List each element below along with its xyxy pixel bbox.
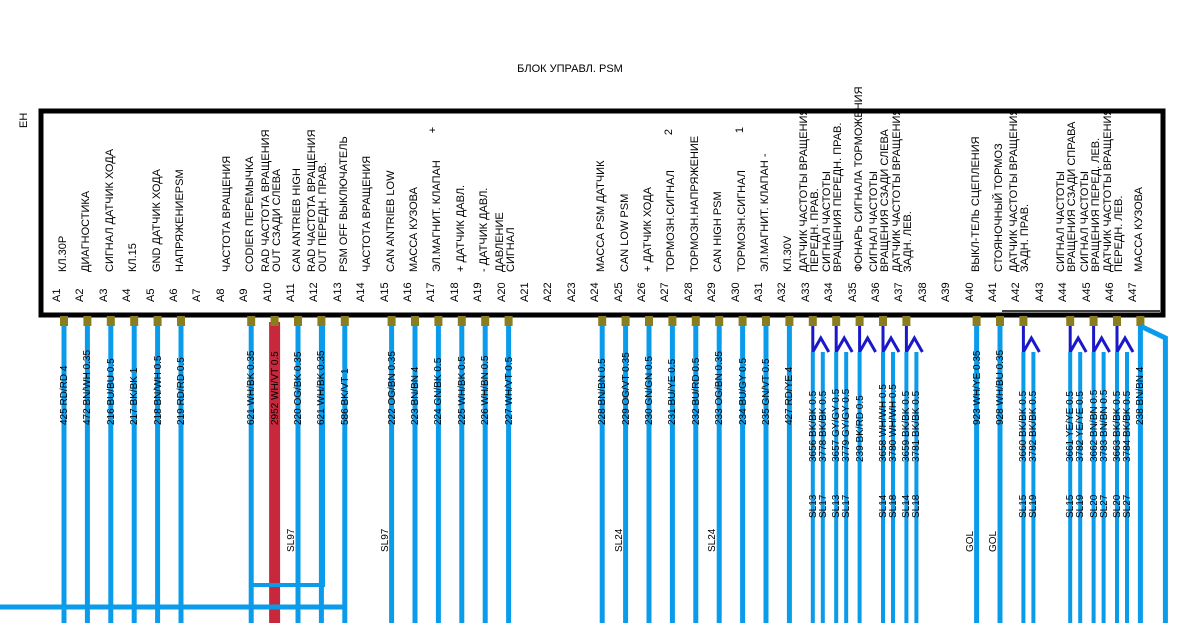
pin-label: A15 <box>378 282 391 302</box>
wire-label: 223 BN/BN 4 <box>410 366 421 425</box>
terminal <box>622 316 630 326</box>
pin-function-label: + ДАТЧИК ДАВЛ. <box>454 184 467 272</box>
wire-label: 226 WH/BN 0.5 <box>480 355 492 425</box>
pin-label: A28 <box>682 282 695 302</box>
pin-label: A10 <box>261 282 274 302</box>
twisted-pair-marker <box>906 326 922 352</box>
terminal <box>785 316 793 326</box>
pin-label: A13 <box>331 282 344 302</box>
splice-label: SL13 <box>831 494 843 518</box>
pin-label: A37 <box>893 282 906 302</box>
wire-label: 923 WH/YE 0.35 <box>971 350 983 425</box>
wire-label: 928 WH/BU 0.35 <box>995 349 1006 425</box>
pin-function-label: СИГНАЛ ЧАСТОТЫ <box>868 171 880 272</box>
pin-label: A33 <box>799 282 812 302</box>
wire-label: 621 WH/BK 0.35 <box>316 350 328 425</box>
splice-label: SL24 <box>613 528 625 552</box>
wire-label: 3661 YE/YE 0.5 <box>1065 391 1077 462</box>
pin-function-label: ЗАДН. ЛЕВ. <box>902 211 915 272</box>
wire-label: 3659 BK/BK 0.5 <box>901 390 913 462</box>
wire-label: 229 OG/VT 0.35 <box>620 352 632 425</box>
wire-label: 238 BN/BN 4 <box>1135 366 1147 425</box>
pin-label: A1 <box>51 288 63 302</box>
pin-function-label: КЛ.15 <box>127 243 140 272</box>
pin-label: A31 <box>753 282 765 302</box>
splice-label: SL27 <box>1098 494 1110 518</box>
splice-label: SL18 <box>888 494 899 518</box>
module-title: БЛОК УПРАВЛ. PSM <box>517 63 623 75</box>
terminal <box>645 316 653 326</box>
side-label: EH <box>18 112 30 128</box>
terminal <box>247 316 255 326</box>
pin-label: A6 <box>168 288 180 302</box>
pin-function-label: СТОЯНОЧНЫЙ ТОРМОЗ <box>993 143 1005 272</box>
terminal <box>832 316 840 326</box>
wire-label: 224 GN/BK 0.5 <box>433 357 445 425</box>
splice-label: SL15 <box>1018 494 1030 518</box>
pin-label: A29 <box>706 282 719 302</box>
pin-function-label: ЗАДН. ПРАВ. <box>1019 203 1032 272</box>
twisted-pair-marker <box>860 326 876 352</box>
twisted-pair-marker <box>836 326 852 352</box>
twisted-pair-marker <box>1117 326 1133 352</box>
pin-label: A27 <box>659 282 672 302</box>
pin-function-label: ПЕРЕДН. ПРАВ. <box>808 188 821 272</box>
pin-label: A4 <box>121 288 134 302</box>
pin-function-label: CODIER ПЕРЕМЫЧКА <box>244 156 257 272</box>
pin-mark: + <box>427 126 440 134</box>
pin-function-label: ЭЛ.МАГНИТ. КЛАПАН - <box>759 153 771 272</box>
splice-label: SL17 <box>817 494 829 518</box>
pin-label: A25 <box>612 282 625 302</box>
pin-label: A34 <box>823 282 836 302</box>
pin-label: A8 <box>214 288 227 302</box>
pin-label: A38 <box>916 282 929 302</box>
pin-function-label: ТОРМОЗН.СИГНАЛ <box>665 170 678 272</box>
terminal <box>83 316 91 326</box>
pin-mark: 1 <box>734 126 747 134</box>
pin-label: A19 <box>472 282 485 302</box>
pin-label: A47 <box>1127 282 1140 302</box>
pin-label: A16 <box>402 282 414 302</box>
terminal <box>434 316 442 326</box>
terminal <box>1113 316 1121 326</box>
terminal <box>505 316 513 326</box>
pin-function-label: ВРАЩЕНИЯ СЗАДИ СЛЕВА <box>879 129 891 272</box>
wire-label: 3783 BN/BN 0.5 <box>1098 389 1110 462</box>
pin-function-label: + ДАТЧИК ХОДА <box>642 187 654 272</box>
twisted-pair-marker <box>1070 326 1086 352</box>
wire-label: 239 BK/RD 0.5 <box>854 395 866 462</box>
terminal <box>154 316 162 326</box>
wire-label: 219 RD/RD 0.5 <box>176 357 187 425</box>
wire-label: 3658 WH/WH 0.5 <box>878 384 889 462</box>
wire-label: 230 GN/GN 0.5 <box>644 356 655 425</box>
terminal <box>1090 316 1098 326</box>
pin-label: A45 <box>1080 282 1093 302</box>
wire-label: 3780 WH/WH 0.5 <box>888 384 899 462</box>
pin-function-label: МАССА КУЗОВА <box>1133 187 1146 272</box>
splice-label: GOL <box>964 530 976 552</box>
pin-function-label: ТОРМОЗН.НАПРЯЖЕНИЕ <box>688 135 701 272</box>
pin-function-label: СИГНАЛ ЧАСТОТЫ <box>1078 171 1091 272</box>
splice-label: SL24 <box>707 528 719 552</box>
terminal <box>762 316 770 326</box>
wire-label: 3663 BK/BK 0.5 <box>1112 390 1123 462</box>
splice-label: SL19 <box>1028 494 1040 518</box>
terminal <box>1066 316 1074 326</box>
pin-label: A9 <box>238 288 251 302</box>
terminal <box>739 316 747 326</box>
twisted-pair-marker <box>883 326 899 352</box>
terminal <box>60 316 68 326</box>
pin-function-label: ДАТЧИК ЧАСТОТЫ ВРАЩЕНИЯ <box>1102 107 1114 272</box>
terminal <box>411 316 419 326</box>
terminal <box>715 316 723 326</box>
splice-label: SL17 <box>841 494 853 518</box>
splice-label: SL14 <box>901 494 913 518</box>
pin-label: A3 <box>97 288 110 302</box>
pin-function-label: ВРАЩЕНИЯ СЗАДИ СПРАВА <box>1066 121 1079 272</box>
pin-function-label: СИГНАЛ <box>504 227 517 272</box>
terminal <box>996 316 1004 326</box>
pin-label: A30 <box>729 282 742 302</box>
pin-function-label: СИГНАЛ ЧАСТОТЫ <box>821 171 834 272</box>
wire-label: 235 GN/VT 0.5 <box>761 358 772 425</box>
terminal <box>598 316 606 326</box>
splice-label: SL15 <box>1065 494 1077 518</box>
pin-label: A39 <box>940 282 953 302</box>
pin-function-label: НАПРЯЖЕНИЕPSM <box>174 169 186 272</box>
splice-label: SL19 <box>1075 494 1087 518</box>
pin-label: A20 <box>495 282 508 302</box>
pin-function-label: СИГНАЛ ДАТЧИК ХОДА <box>103 148 116 272</box>
wire-label: 586 BK/VT 1 <box>339 368 351 425</box>
pin-function-label: CAN ANTRIEB HIGH <box>291 168 303 272</box>
splice-label: SL97 <box>379 528 391 552</box>
wire-label: 218 BN/WH 0.5 <box>152 355 164 425</box>
pin-function-label: CAN LOW PSM <box>618 193 631 272</box>
splice-label: SL27 <box>1122 494 1133 518</box>
twisted-pair-marker <box>1094 326 1110 352</box>
pin-label: A7 <box>191 288 204 302</box>
pin-function-label: ДАВЛЕНИЕ <box>493 212 506 272</box>
terminal <box>317 316 325 326</box>
wire-label: 227 WH/VT 0.5 <box>503 356 515 425</box>
wire-label: 220 OG/BK 0.35 <box>293 351 304 425</box>
splice-label: SL14 <box>878 494 889 518</box>
pin-function-label: OUT ПЕРЕДН. ПРАВ. <box>317 162 330 272</box>
pin-label: A2 <box>74 288 87 302</box>
wire-label: 228 BN/BN 0.5 <box>597 358 609 425</box>
pin-label: A41 <box>987 282 999 302</box>
terminal <box>879 316 887 326</box>
twisted-pair-marker <box>813 326 829 352</box>
pin-label: A36 <box>870 282 882 302</box>
pin-function-label: RAD ЧАСТОТА ВРАЩЕНИЯ <box>306 129 319 272</box>
twisted-pair-marker <box>1023 326 1039 352</box>
pin-function-label: КЛ.30V <box>782 235 795 272</box>
pin-function-label: CAN ANTRIEB LOW <box>384 170 397 272</box>
terminal <box>692 316 700 326</box>
terminal <box>668 316 676 326</box>
pin-label: A43 <box>1033 282 1046 302</box>
pin-function-label: PSM OFF ВЫКЛЮЧАТЕЛЬ <box>337 136 350 272</box>
pin-function-label: ЧАСТОТА ВРАЩЕНИЯ <box>220 155 233 272</box>
splice-label: SL20 <box>1088 494 1100 518</box>
pin-label: A21 <box>519 282 531 302</box>
terminal <box>341 316 349 326</box>
pin-function-label: RAD ЧАСТОТА ВРАЩЕНИЯ <box>259 129 272 272</box>
wire-label: 231 BU/YE 0.5 <box>667 358 679 425</box>
pin-mark: 2 <box>663 128 676 136</box>
wire-label: 425 RD/RD 4 <box>59 365 70 425</box>
terminal <box>809 316 817 326</box>
pin-label: A18 <box>448 282 461 302</box>
splice-label: GOL <box>988 530 999 552</box>
pin-label: A17 <box>425 282 438 302</box>
pin-label: A26 <box>636 282 648 302</box>
terminal <box>481 316 489 326</box>
wire-label: 217 BK/BK 1 <box>129 367 141 425</box>
pin-function-label: OUT СЗАДИ СЛЕВА <box>270 168 283 272</box>
pin-label: A12 <box>308 282 321 302</box>
wire-label: 472 BN/WH 0.35 <box>82 349 94 425</box>
pin-label: A23 <box>565 282 578 302</box>
terminal <box>902 316 910 326</box>
pin-label: A44 <box>1057 282 1070 302</box>
pin-function-label: МАССА КУЗОВА <box>408 187 420 272</box>
pin-function-label: ЧАСТОТА ВРАЩЕНИЯ <box>361 155 374 272</box>
wire-label: 621 WH/BK 0.35 <box>246 350 258 425</box>
terminal <box>388 316 396 326</box>
wire-label: 3779 GY/GY 0.5 <box>841 388 853 462</box>
pin-function-label: КЛ.30Р <box>57 235 69 272</box>
terminal <box>856 316 864 326</box>
pin-function-label: ДАТЧИК ЧАСТОТЫ ВРАЩЕНИЯ <box>891 107 904 272</box>
terminal <box>458 316 466 326</box>
terminal <box>1019 316 1027 326</box>
wire-label: 3781 BK/BK 0.5 <box>911 390 923 462</box>
pin-label: A40 <box>963 282 976 302</box>
pin-function-label: ЭЛ.МАГНИТ. КЛАПАН <box>431 160 444 272</box>
wire-label: 3660 BK/BK 0.5 <box>1018 390 1030 462</box>
splice-label: SL20 <box>1112 494 1123 518</box>
pin-function-label: ВЫКЛ-ТЕЛЬ СЦЕПЛЕНИЯ <box>969 136 982 272</box>
wire-label: 225 WH/BK 0.5 <box>456 356 468 425</box>
wire-label: 3656 BK/BK 0.5 <box>807 390 819 462</box>
pin-function-label: GND ДАТЧИК ХОДА <box>150 169 163 272</box>
pin-function-label: ДИАГНОСТИКА <box>80 190 93 272</box>
pin-label: A5 <box>144 288 157 302</box>
wire-label: 3782 YE/YE 0.5 <box>1075 391 1087 462</box>
pin-label: A35 <box>846 282 859 302</box>
wire-label: 3662 BN/BN 0.5 <box>1088 389 1100 462</box>
terminal <box>973 316 981 326</box>
wire-label: 2952 WH/VT 0.5 <box>269 351 281 425</box>
wire-label: 3784 BK/BK 0.5 <box>1122 390 1133 462</box>
terminal <box>107 316 115 326</box>
pin-function-label: ДАТЧИК ЧАСТОТЫ ВРАЩЕНИЯ <box>797 107 810 272</box>
wire-label: 3657 GY/GY 0.5 <box>831 388 843 462</box>
pin-label: A22 <box>542 282 555 302</box>
pin-function-label: МАССА PSM ДАТЧИК <box>595 160 608 272</box>
pin-function-label: ПЕРЕДН. ЛЕВ. <box>1113 195 1125 272</box>
pin-function-label: ВРАЩЕНИЯ ПЕРЕДН. ПРАВ. <box>832 122 845 272</box>
pin-function-label: ВРАЩЕНИЯ ПЕРЕД. ЛЕВ. <box>1089 137 1102 272</box>
wire-label: 234 BU/GY 0.5 <box>737 357 749 425</box>
wire-label: 3782 BK/BK 0.5 <box>1028 390 1040 462</box>
terminal <box>294 316 302 326</box>
pin-function-label: ФОНАРЬ СИГНАЛА ТОРМОЖЕНИЯ <box>852 86 865 272</box>
pin-label: A11 <box>285 283 297 302</box>
splice-label: SL97 <box>286 528 297 552</box>
terminal <box>177 316 185 326</box>
wire-label: 222 OG/BN 0.35 <box>386 351 398 425</box>
wire-label: 233 OG/BN 0.35 <box>714 351 726 425</box>
pin-label: A32 <box>776 282 789 302</box>
pin-function-label: СИГНАЛ ЧАСТОТЫ <box>1055 171 1068 272</box>
pin-function-label: CAN HIGH PSM <box>712 191 725 272</box>
splice-label: SL13 <box>807 494 819 518</box>
pin-label: A46 <box>1104 282 1116 302</box>
wire-label: 3778 BK/BK 0.5 <box>817 390 829 462</box>
pin-function-label: - ДАТЧИК ДАВЛ. <box>478 187 491 272</box>
terminal <box>1136 316 1144 326</box>
pin-function-label: ТОРМОЗН.СИГНАЛ <box>735 170 748 272</box>
terminal <box>271 316 279 326</box>
wire-label: 427 RD/YE 4 <box>784 366 796 425</box>
pin-function-label: ДАТЧИК ЧАСТОТЫ ВРАЩЕНИЯ <box>1008 107 1021 272</box>
wire-label: 232 BU/RD 0.5 <box>690 357 702 425</box>
wire-label: 216 BU/BU 0.5 <box>105 358 117 425</box>
pin-label: A24 <box>589 282 602 302</box>
pin-label: A14 <box>355 282 368 302</box>
pin-label: A42 <box>1010 282 1023 302</box>
splice-label: SL18 <box>911 494 923 518</box>
terminal <box>130 316 138 326</box>
